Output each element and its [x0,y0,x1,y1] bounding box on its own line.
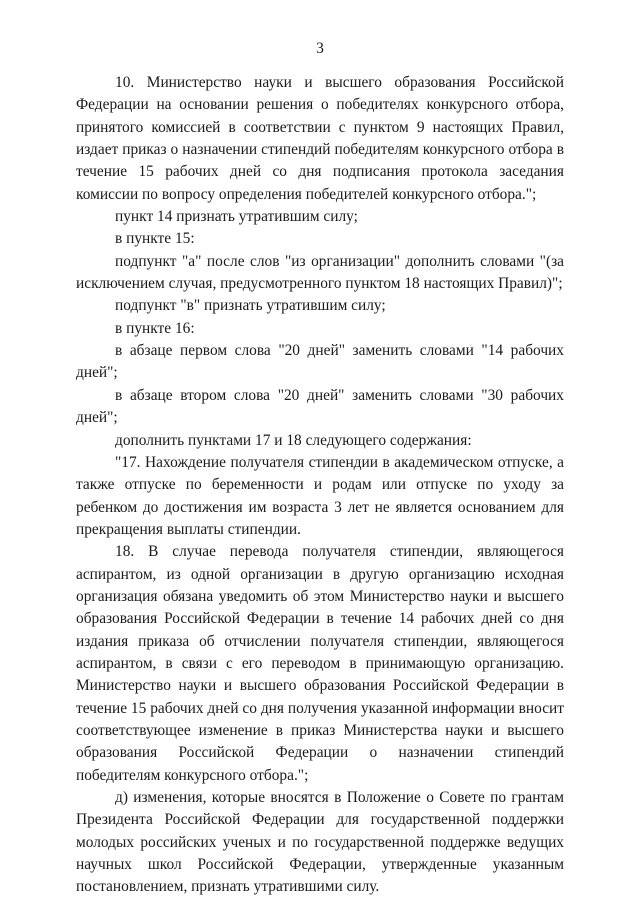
paragraph-17: "17. Нахождение получателя стипендии в академическом отпуске, а также отпуске по беременности и родам или отпуске по уходу за ребенком до достижения им возраста 3 лет не является основанием для прекращения выплаты стипендии. [76,453,564,538]
paragraph-10: 10. Министерство науки и высшего образования Российской Федерации на основании решения о победителях конкурсного отбора, принятого комиссией в соответствии с пунктом 9 настоящих Правил, издает приказ о назначении стипендий победителям конкурсного отбора в течение 15 рабочих дней со дня подписания протокола заседания комиссии по вопросу определения победителей конкурсного отбора."; [76,74,564,203]
paragraph-18: 18. В случае перевода получателя стипендии, являющегося аспирантом, из одной организации в другую организацию исходная организация обязана уведомить об этом Министерство науки и высшего образования Российской Федерации в течение 14 рабочих дней со дня издания приказа об отчислении получателя стипендии, являющегося аспирантом, в связи с его переводом в принимающую организацию. Министерство науки и высшего образования Российской Федерации в течение 15 рабочих дней со дня получения указанной информации вносит соответствующее изменение в приказ Министерства науки и высшего образования Российской Федерации о назначении стипендий победителям конкурсного отбора."; [76,543,564,784]
paragraph-d: д) изменения, которые вносятся в Положение о Совете по грантам Президента Российской Федерации для государственной поддержки молодых российских ученых и по государственной поддержке ведущих научных школ Российской Федерации, утвержденные указанным постановлением, признать утратившими силу. [76,789,564,896]
paragraph-item-16: в пункте 16: [115,319,195,337]
paragraph-item-14: пункт 14 признать утратившим силу; [115,208,358,226]
page-number: 3 [316,40,324,57]
paragraph-subitem-v: подпункт "в" признать утратившим силу; [115,297,386,315]
paragraph-add-items: дополнить пунктами 17 и 18 следующего содержания: [115,431,472,449]
paragraph-subitem-a: подпункт "а" после слов "из организации" дополнить словами "(за исключением случая, предусмотренного пунктом 18 настоящих Правил)"; [76,252,564,293]
paragraph-first-abzac: в абзаце первом слова "20 дней" заменить словами "14 рабочих дней"; [76,342,564,382]
paragraph-second-abzac: в абзаце втором слова "20 дней" заменить словами "30 рабочих дней"; [76,386,564,427]
document-body [76,72,564,899]
paragraph-item-15: в пункте 15: [115,230,195,248]
